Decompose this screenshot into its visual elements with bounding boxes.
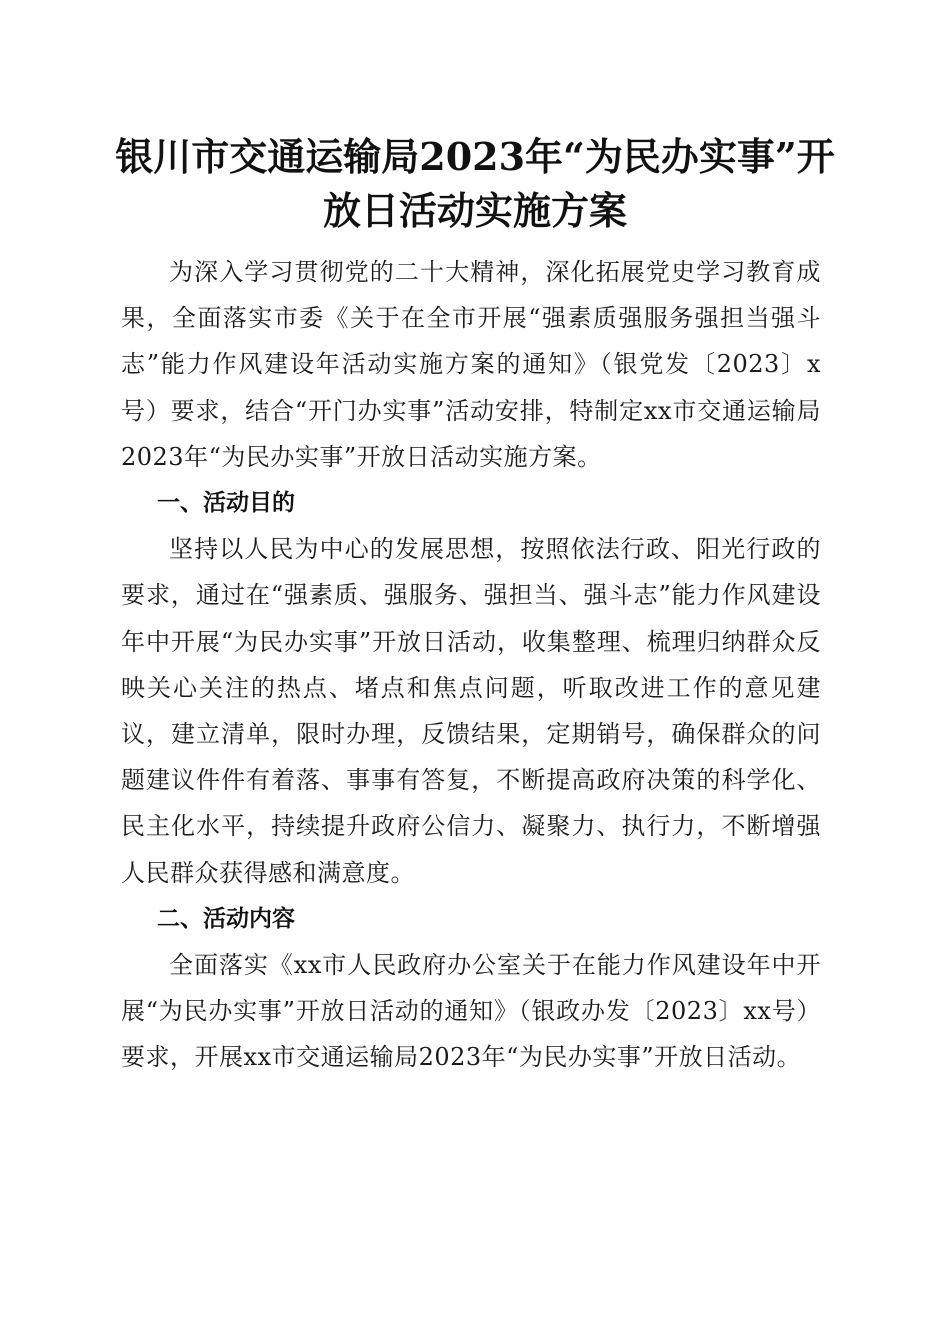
document-title: 银川市交通运输局2023年“为民办实事”开放日活动实施方案 <box>115 134 835 233</box>
intro-paragraph: 为深入学习贯彻党的二十大精神，深化拓展党史学习教育成果，全面落实市委《关于在全市开展“强素质强服务强担当强斗志”能力作风建设年活动实施方案的通知》（银党发〔2023〕x号）要求，结合“开门办实事”活动安排，特制定xx市交通运输局2023年“为民办实事”开放日活动实施方案。 <box>121 258 821 471</box>
section-heading-purpose: 一、活动目的 <box>157 490 295 517</box>
section-paragraph-content: 全面落实《xx市人民政府办公室关于在能力作风建设年中开展“为民办实事”开放日活动的通知》（银政办发〔2023〕xx号）要求，开展xx市交通运输局2023年“为民办实事”开放日活动。 <box>121 951 821 1072</box>
section-paragraph-purpose: 坚持以人民为中心的发展思想，按照依法行政、阳光行政的要求，通过在“强素质、强服务、强担当、强斗志”能力作风建设年中开展“为民办实事”开放日活动，收集整理、梳理归纳群众反映关心关注的热点、堵点和焦点问题，听取改进工作的意见建议，建立清单，限时办理，反馈结果，定期销号，确保群众的问题建议件件有着落、事事有答复，不断提高政府决策的科学化、民主化水平，持续提升政府公信力、凝聚力、执行力，不断增强人民群众获得感和满意度。 <box>121 535 821 887</box>
section-heading-content: 二、活动内容 <box>157 905 295 932</box>
document-body <box>121 249 821 1081</box>
